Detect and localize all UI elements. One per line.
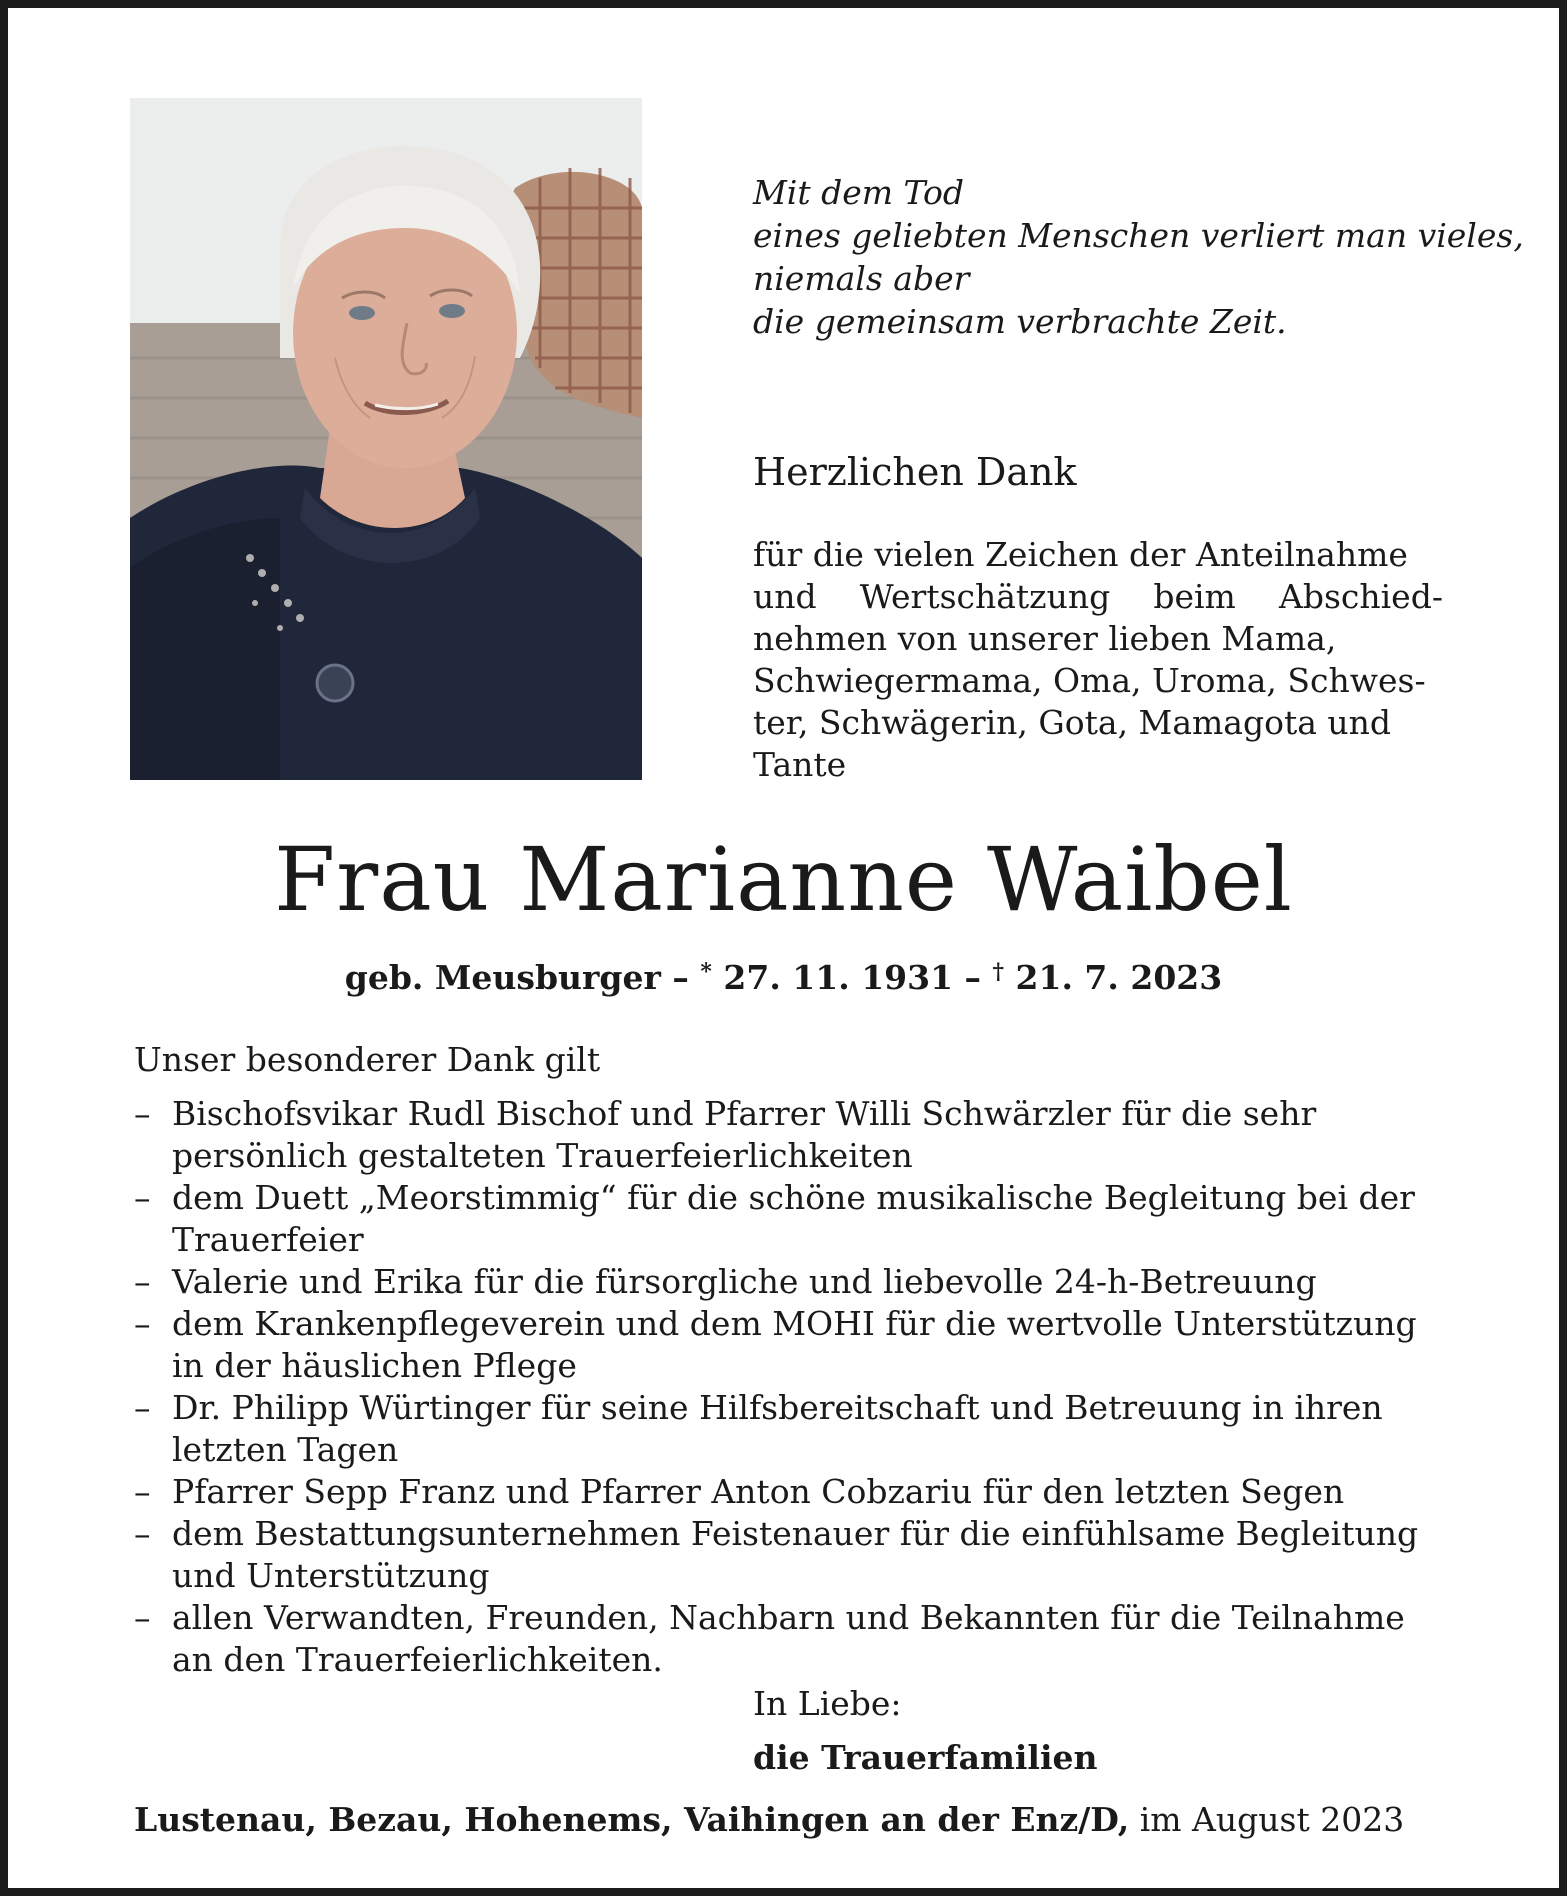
thanks-line: Schwiegermama, Oma, Uroma, Schwes- bbox=[753, 661, 1426, 700]
dash-bullet: – bbox=[134, 1304, 151, 1343]
list-item-line: allen Verwandten, Freunden, Nachbarn und Bekannten für die Teilnahme bbox=[172, 1598, 1405, 1637]
thanks-body bbox=[753, 534, 1443, 786]
list-item-line: Dr. Philipp Würtinger für seine Hilfsbereitschaft und Betreuung in ihren bbox=[172, 1388, 1383, 1427]
list-item-line: Bischofsvikar Rudl Bischof und Pfarrer Willi Schwärzler für die sehr bbox=[172, 1094, 1317, 1133]
thanks-line: nehmen von unserer lieben Mama, bbox=[753, 619, 1337, 658]
list-item-line: an den Trauerfeierlichkeiten. bbox=[172, 1640, 663, 1679]
list-item-line: in der häuslichen Pflege bbox=[172, 1346, 577, 1385]
dash-bullet: – bbox=[134, 1178, 151, 1217]
quote-line: Mit dem Tod bbox=[753, 173, 964, 212]
list-item-line: persönlich gestalteten Trauerfeierlichkeiten bbox=[172, 1136, 913, 1175]
portrait-photo bbox=[130, 98, 642, 780]
thanks-line bbox=[753, 534, 1443, 576]
list-item bbox=[134, 1471, 1444, 1513]
date-separator: – bbox=[660, 958, 701, 997]
thanks-line bbox=[753, 576, 1443, 618]
list-item-line: dem Bestattungsunternehmen Feistenauer für die einfühlsame Begleitung bbox=[172, 1514, 1419, 1553]
thanks-line: ter, Schwägerin, Gota, Mamagota und bbox=[753, 703, 1392, 742]
thanks-word: beim bbox=[1153, 577, 1236, 616]
places-and-date bbox=[134, 1798, 1444, 1842]
list-item-line: dem Duett „Meorstimmig“ für die schöne musikalische Begleitung bei der bbox=[172, 1178, 1415, 1217]
thanks-word: für die vielen Zeichen der Anteilnahme bbox=[753, 535, 1408, 574]
signature: die Trauerfamilien bbox=[753, 1738, 1098, 1777]
dash-bullet: – bbox=[134, 1094, 151, 1133]
acknowledgement-intro: Unser besonderer Dank gilt bbox=[134, 1040, 601, 1079]
list-item-line: dem Krankenpflegeverein und dem MOHI für die wertvolle Unterstützung bbox=[172, 1304, 1417, 1343]
list-item bbox=[134, 1177, 1444, 1261]
quote-line: die gemeinsam verbrachte Zeit. bbox=[753, 302, 1287, 341]
list-item-line: letzten Tagen bbox=[172, 1430, 399, 1469]
thanks-word: Wertschätzung bbox=[859, 577, 1111, 616]
thanks-line: Tante bbox=[753, 745, 847, 784]
list-item bbox=[134, 1597, 1444, 1681]
places: Lustenau, Bezau, Hohenems, Vaihingen an der Enz/D, bbox=[134, 1800, 1130, 1839]
list-item bbox=[134, 1261, 1444, 1303]
life-dates bbox=[8, 956, 1559, 1000]
quote-line: niemals aber bbox=[753, 259, 970, 298]
dash-bullet: – bbox=[134, 1514, 151, 1553]
list-item-line: und Unterstützung bbox=[172, 1556, 490, 1595]
death-symbol: † bbox=[992, 959, 1005, 985]
dash-bullet: – bbox=[134, 1388, 151, 1427]
quote-line: eines geliebten Menschen verliert man vieles, bbox=[753, 216, 1524, 255]
list-item bbox=[134, 1093, 1444, 1177]
list-item-line: Pfarrer Sepp Franz und Pfarrer Anton Cobzariu für den letzten Segen bbox=[172, 1472, 1345, 1511]
thanks-word: und bbox=[753, 577, 817, 616]
notice-date: im August 2023 bbox=[1129, 1800, 1405, 1839]
list-item bbox=[134, 1513, 1444, 1597]
dash-bullet: – bbox=[134, 1262, 151, 1301]
list-item-line: Valerie und Erika für die fürsorgliche und liebevolle 24-h-Betreuung bbox=[172, 1262, 1317, 1301]
memorial-quote bbox=[753, 171, 1524, 343]
list-item-line: Trauerfeier bbox=[172, 1220, 364, 1259]
birth-symbol: * bbox=[700, 959, 712, 985]
deceased-name: Frau Marianne Waibel bbox=[274, 828, 1293, 931]
closing-greeting: In Liebe: bbox=[753, 1684, 902, 1723]
birth-date: 27. 11. 1931 bbox=[711, 958, 954, 997]
dash-bullet: – bbox=[134, 1472, 151, 1511]
dash-bullet: – bbox=[134, 1598, 151, 1637]
list-item bbox=[134, 1303, 1444, 1387]
acknowledgement-list bbox=[134, 1093, 1444, 1681]
thanks-word: Abschied- bbox=[1278, 577, 1443, 616]
maiden-name: geb. Meusburger bbox=[344, 958, 661, 997]
list-item bbox=[134, 1387, 1444, 1471]
death-date: 21. 7. 2023 bbox=[1004, 958, 1223, 997]
thanks-heading: Herzlichen Dank bbox=[753, 450, 1077, 494]
date-separator: – bbox=[953, 958, 993, 997]
